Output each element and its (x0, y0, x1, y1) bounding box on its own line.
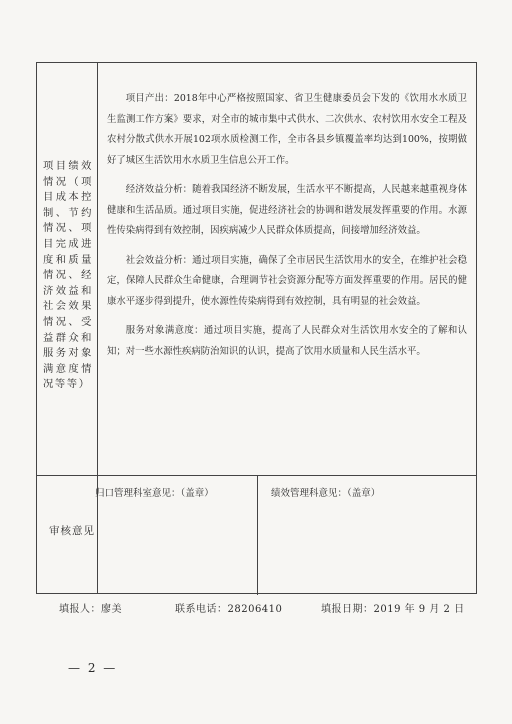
performance-office-opinion: 绩效管理科意见：（盖章） (271, 488, 381, 499)
page-number: — 2 — (68, 661, 118, 675)
performance-table (36, 62, 477, 594)
contact-phone: 联系电话：28206410 (175, 604, 283, 615)
review-opinion-label: 审核意见 (49, 525, 95, 537)
department-opinion: 归口管理科室意见：（盖章） (95, 488, 214, 499)
paragraph-output: 项目产出：2018年中心严格按照国家、省卫生健康委员会下发的《饮用水水质卫生监测工作方案》要求，对全市的城市集中式供水、二次供水、农村饮用水安全工程及农村分散式供水开展102项水质检测工作，全市各县乡镇覆盖率均达到100%，按期做好了城区生活饮用水水质卫生信息公开工作。 (107, 93, 467, 166)
paragraph-social: 社会效益分析：通过项目实施，确保了全市居民生活饮用水的安全，在维护社会稳定，保障人民群众生命健康，合理调节社会资源分配等方面发挥重要的作用。居民的健康水平逐步得到提升，使水源性传染病得到有效控制，具有明显的社会效益。 (107, 254, 467, 307)
performance-content (107, 89, 467, 371)
fill-date: 填报日期：2019 年 9 月 2 日 (321, 604, 465, 615)
paragraph-satisfaction: 服务对象满意度：通过项目实施，提高了人民群众对生活饮用水安全的了解和认知；对一些水源性疾病防治知识的认识，提高了饮用水质量和人民生活水平。 (107, 325, 467, 357)
column-divider (97, 63, 98, 593)
filler-name: 填报人：廖美 (59, 604, 122, 615)
paragraph-economic: 经济效益分析：随着我国经济不断发展，生活水平不断提高，人民越来越重视身体健康和生活品质。通过项目实施，促进经济社会的协调和谐发展发挥重要的作用。水源性传染病得到有效控制，因疾病减少人民群众体质提高，间接增加经济效益。 (107, 184, 467, 236)
opinion-divider (257, 475, 258, 595)
performance-row-label: 项目绩效情况（项目成本控制、节约情况、项目完成进度和质量情况、经济效益和社会效果情况、受益群众和服务对象满意度情况等等） (43, 160, 93, 391)
row-divider (37, 475, 476, 476)
